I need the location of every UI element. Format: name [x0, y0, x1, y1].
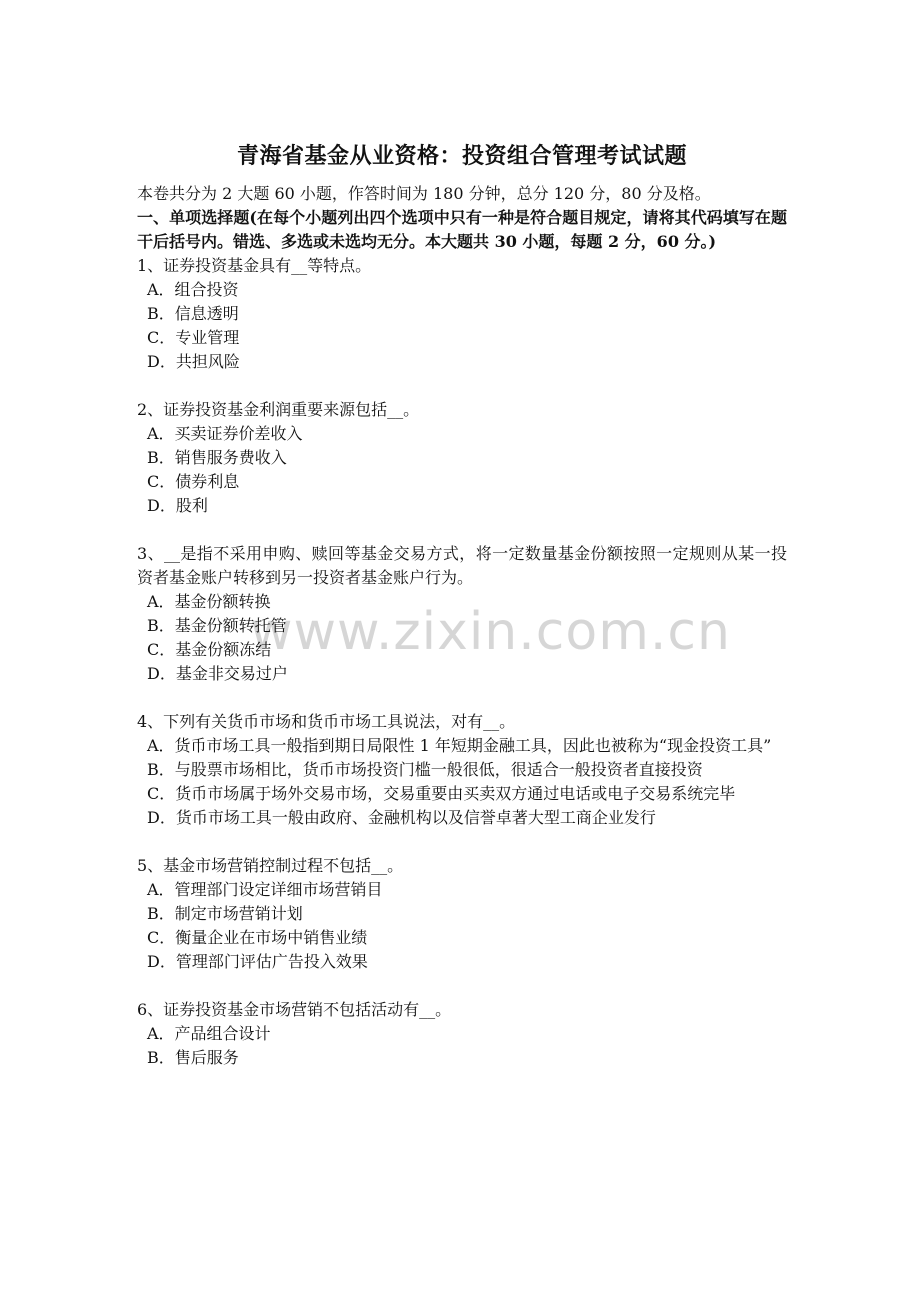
question-option: C．衡量企业在市场中销售业绩 — [147, 928, 368, 947]
question-stem: 6、证券投资基金市场营销不包括活动有__。 — [137, 1000, 452, 1019]
question-option: C．基金份额冻结 — [147, 640, 272, 659]
question-option: A．产品组合设计 — [147, 1024, 271, 1043]
watermark: www.zixin.com.cn — [250, 602, 731, 662]
question-option: D．管理部门评估广告投入效果 — [147, 952, 368, 971]
spacer — [137, 686, 787, 710]
question-stem: 4、下列有关货币市场和货币市场工具说法，对有__。 — [137, 712, 516, 731]
question-1 — [137, 254, 787, 374]
question-option: D．基金非交易过户 — [147, 664, 288, 683]
question-4 — [137, 710, 787, 830]
page-title: 青海省基金从业资格：投资组合管理考试试题 — [236, 143, 687, 169]
question-option: B．基金份额转托管 — [147, 616, 287, 635]
question-option: C．债券利息 — [147, 472, 240, 491]
question-option: A．管理部门设定详细市场营销目 — [147, 880, 383, 899]
spacer — [137, 974, 787, 998]
spacer — [137, 830, 787, 854]
question-5 — [137, 854, 787, 974]
question-option: A．买卖证券价差收入 — [147, 424, 303, 443]
question-2 — [137, 398, 787, 518]
question-3 — [137, 542, 787, 686]
question-option: B．信息透明 — [147, 304, 239, 323]
question-stem: 1、证券投资基金具有__等特点。 — [137, 256, 372, 275]
section-instructions: 一、单项选择题(在每个小题列出四个选项中只有一种是符合题目规定，请将其代码填写在题干后括号内。错选、多选或未选均无分。本大题共 30 小题，每题 2 分，60 分。) — [137, 208, 787, 251]
question-option: D．股利 — [147, 496, 208, 515]
question-option: A．基金份额转换 — [147, 592, 271, 611]
question-option: C．专业管理 — [147, 328, 240, 347]
exam-intro: 本卷共分为 2 大题 60 小题，作答时间为 180 分钟，总分 120 分，80 分及格。 — [137, 184, 711, 203]
question-stem: 3、__是指不采用申购、赎回等基金交易方式，将一定数量基金份额按照一定规则从某一投资者基金账户转移到另一投资者基金账户行为。 — [137, 544, 787, 587]
question-6 — [137, 998, 787, 1070]
question-option: B．与股票市场相比，货币市场投资门槛一般很低，很适合一般投资者直接投资 — [147, 760, 703, 779]
question-option: B．销售服务费收入 — [147, 448, 287, 467]
question-stem: 5、基金市场营销控制过程不包括__。 — [137, 856, 404, 875]
question-option: C．货币市场属于场外交易市场，交易重要由买卖双方通过电话或电子交易系统完毕 — [147, 784, 736, 803]
document-page — [137, 136, 787, 1070]
spacer — [137, 374, 787, 398]
question-list — [137, 254, 787, 1070]
spacer — [137, 518, 787, 542]
question-option: D．共担风险 — [147, 352, 240, 371]
question-option: B．售后服务 — [147, 1048, 239, 1067]
question-option: A．组合投资 — [147, 280, 239, 299]
question-option: B．制定市场营销计划 — [147, 904, 303, 923]
question-stem: 2、证券投资基金利润重要来源包括__。 — [137, 400, 420, 419]
question-option: D．货币市场工具一般由政府、金融机构以及信誉卓著大型工商企业发行 — [147, 808, 656, 827]
question-option: A．货币市场工具一般指到期日局限性 1 年短期金融工具，因此也被称为“现金投资工具” — [147, 736, 772, 755]
